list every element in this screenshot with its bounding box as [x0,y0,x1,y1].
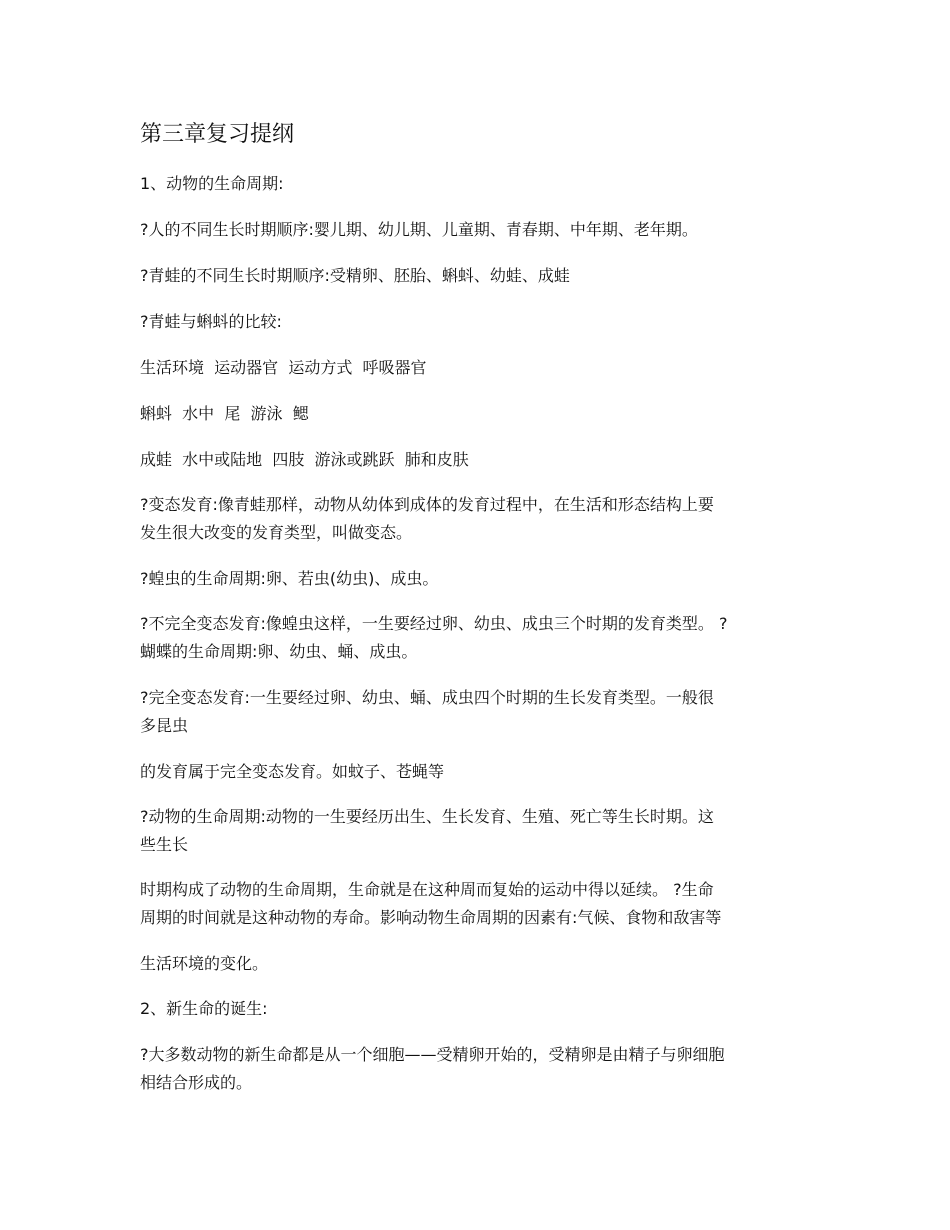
paragraph: 的发育属于完全变态发育。如蚊子、苍蝇等 [140,762,445,781]
paragraph: 时期构成了动物的生命周期，生命就是在这种周而复始的运动中得以延续。 ?生命 周期的时间就是这种动物的寿命。影响动物生命周期的因素有:气候、食物和敌害等 [140,880,722,927]
document-title: 第三章复习提纲 [140,122,295,147]
paragraph: ?蝗虫的生命周期:卵、若虫(幼虫)、成虫。 [140,569,439,588]
paragraph: ?人的不同生长时期顺序:婴儿期、幼儿期、儿童期、青春期、中年期、老年期。 [140,220,698,239]
paragraph: ?动物的生命周期:动物的一生要经历出生、生长发育、生殖、死亡等生长时期。这 些生长 [140,807,714,854]
section-heading-lifecycle: 1、动物的生命周期: [140,174,284,193]
paragraph: ?变态发育:像青蛙那样，动物从幼体到成体的发育过程中，在生活和形态结构上要 发生很大改变的发育类型，叫做变态。 [140,495,714,542]
paragraph: ?不完全变态发育:像蝗虫这样，一生要经过卵、幼虫、成虫三个时期的发育类型。 ? 蝴蝶的生命周期:卵、幼虫、蛹、成虫。 [140,614,728,661]
comparison-header-row: 生活环境 运动器官 运动方式 呼吸器官 [140,358,427,377]
section-heading-new-life: 2、新生命的诞生: [140,999,268,1018]
paragraph: ?青蛙的不同生长时期顺序:受精卵、胚胎、蝌蚪、幼蛙、成蛙 [140,266,570,285]
paragraph: ?青蛙与蝌蚪的比较: [140,312,282,331]
comparison-row-tadpole: 蝌蚪 水中 尾 游泳 鳃 [140,404,309,423]
comparison-row-frog: 成蛙 水中或陆地 四肢 游泳或跳跃 肺和皮肤 [140,450,469,469]
paragraph: ?完全变态发育:一生要经过卵、幼虫、蛹、成虫四个时期的生长发育类型。一般很 多昆虫 [140,688,714,735]
paragraph: ?大多数动物的新生命都是从一个细胞——受精卵开始的，受精卵是由精子与卵细胞 相结合形成的。 [140,1045,725,1092]
paragraph: 生活环境的变化。 [140,954,269,973]
